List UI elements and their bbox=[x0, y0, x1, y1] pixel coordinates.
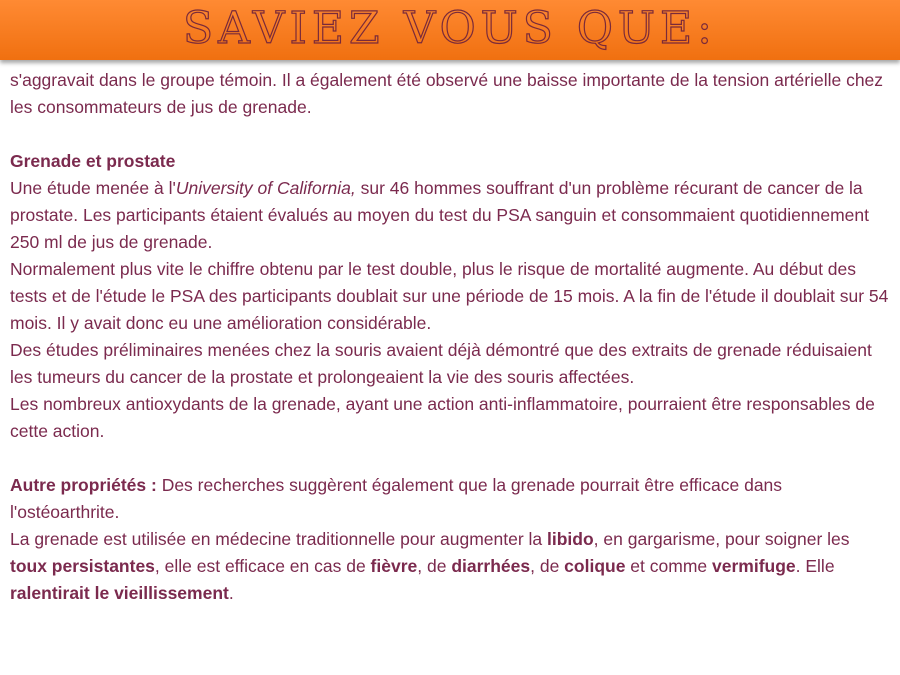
keyword-toux: toux persistantes bbox=[10, 556, 155, 576]
other-properties-label: Autre propriétés : bbox=[10, 475, 157, 495]
page-title: SAVIEZ VOUS QUE: bbox=[183, 3, 717, 54]
p1-text-before: Une étude menée à l' bbox=[10, 178, 176, 198]
text-segment: . Elle bbox=[795, 556, 835, 576]
text-segment: , elle est efficace en cas de bbox=[154, 556, 371, 576]
keyword-fievre: fièvre bbox=[370, 556, 418, 576]
keyword-vieillissement: ralentirait le vieillissement bbox=[10, 583, 229, 603]
text-segment: La grenade est utilisée en médecine traditionnelle pour augmenter la bbox=[10, 529, 548, 549]
spacer bbox=[10, 121, 890, 148]
other-properties-text: Des recherches suggèrent également que la grenade pourrait être efficace dans l'ostéoarthrite. bbox=[10, 475, 783, 522]
text-segment: , de bbox=[530, 556, 565, 576]
keyword-diarrhees: diarrhées bbox=[451, 556, 531, 576]
keyword-vermifuge: vermifuge bbox=[712, 556, 796, 576]
keyword-libido: libido bbox=[547, 529, 594, 549]
document-body bbox=[10, 67, 890, 607]
other-properties-paragraph bbox=[10, 472, 890, 526]
title-banner bbox=[0, 0, 900, 60]
prostate-paragraph-4: Les nombreux antioxydants de la grenade, ayant une action anti-inflammatoire, pourraient être responsables de cette action. bbox=[10, 394, 875, 441]
text-segment: . bbox=[228, 583, 234, 603]
university-name: University of California, bbox=[175, 178, 356, 198]
prostate-paragraph-1 bbox=[10, 175, 890, 256]
text-segment: et comme bbox=[625, 556, 712, 576]
text-segment: , en gargarisme, pour soigner les bbox=[593, 529, 850, 549]
keyword-colique: colique bbox=[564, 556, 626, 576]
spacer bbox=[10, 445, 890, 472]
p1-text-after: sur 46 hommes souffrant d'un problème récurant de cancer de la prostate. Les participants étaient évalués au moyen du test du PSA sanguin et consommaient quotidiennement 250 ml de jus de grenade. bbox=[10, 178, 870, 252]
intro-paragraph: s'aggravait dans le groupe témoin. Il a également été observé une baisse importante de la tension artérielle chez les consommateurs de jus de grenade. bbox=[10, 70, 884, 117]
traditional-medicine-paragraph bbox=[10, 526, 890, 607]
prostate-paragraph-3: Des études préliminaires menées chez la souris avaient déjà démontré que des extraits de grenade réduisaient les tumeurs du cancer de la prostate et prolongeaient la vie des souris affectées. bbox=[10, 340, 872, 387]
section-heading-prostate: Grenade et prostate bbox=[10, 151, 176, 171]
text-segment: , de bbox=[417, 556, 452, 576]
prostate-paragraph-2: Normalement plus vite le chiffre obtenu par le test double, plus le risque de mortalité augmente. Au début des tests et de l'étude le PSA des participants doublait sur une période de 15 mois. A la fin de l'étude il doublait sur 54 mois. Il y avait donc eu une amélioration considérable. bbox=[10, 259, 889, 333]
